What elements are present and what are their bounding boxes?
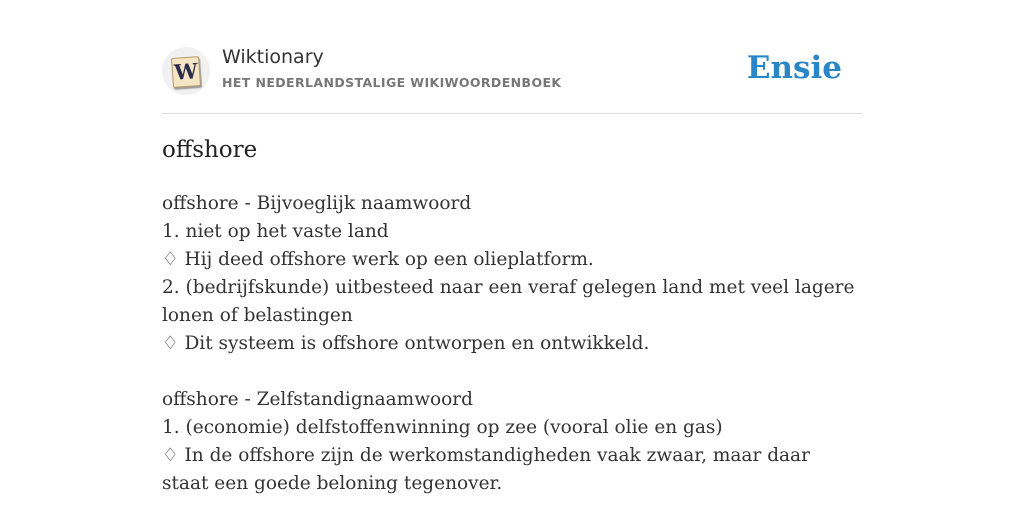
header-divider [162,113,862,114]
definition-content [162,190,862,498]
logo-tile [171,56,201,88]
definition-line: 1. niet op het vaste land [162,221,389,242]
definition-line: 1. (economie) delfstoffenwinning op zee (vooral olie en gas) [162,417,723,438]
page-title: offshore [162,137,258,163]
entry-spacer [162,358,862,386]
logo-letter: W [173,58,199,85]
example-line: ♢ Hij deed offshore werk op een olieplatform. [162,249,594,270]
ensie-brand-logo[interactable]: Ensie [746,50,842,86]
definition-line: 2. (bedrijfskunde) uitbesteed naar een veraf gelegen land met veel lagere lonen of belastingen [162,277,855,326]
wiktionary-logo-icon[interactable] [162,47,210,95]
site-name[interactable]: Wiktionary [222,46,324,68]
example-line: ♢ In de offshore zijn de werkomstandigheden vaak zwaar, maar daar staat een goede beloning tegenover. [162,445,810,494]
example-line: ♢ Dit systeem is offshore ontworpen en ontwikkeld. [162,333,650,354]
entry-heading: offshore - Bijvoeglijk naamwoord [162,193,472,214]
site-tagline: HET NEDERLANDSTALIGE WIKIWOORDENBOEK [222,75,562,90]
entry-heading: offshore - Zelfstandignaamwoord [162,389,473,410]
site-header [162,44,862,112]
